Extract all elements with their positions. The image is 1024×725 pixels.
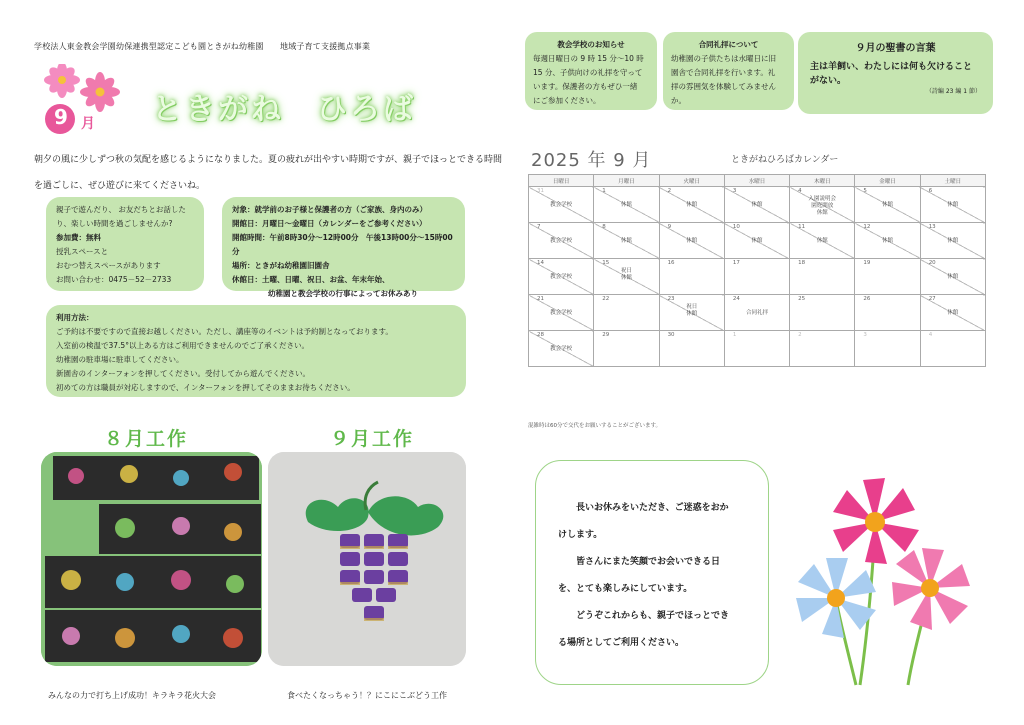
month-number: 9 [54,105,68,129]
notice-line: にご参加ください。 [533,96,601,105]
notice-line: 15 分、子供向けの礼拝を守って [533,68,643,77]
church-school-notice [525,32,657,110]
calendar-subtitle: ときがねひろばカレンダー [731,155,839,165]
calendar-day: 5 休館 [855,187,920,223]
page-title: ときがね ひろば [152,92,416,127]
weekday-header: 土曜日 [920,175,985,187]
message-line: 長いお休みをいただき、ご迷惑をおか [576,503,729,513]
calendar-day: 26 [855,295,920,331]
welcome-line: おむつ替えスペースがあります [56,261,161,270]
calendar-day: 2 [790,331,855,367]
joint-worship-title: 合同礼拝について [698,40,759,49]
weekday-header: 日曜日 [529,175,594,187]
fireworks-craft-photo [41,452,262,666]
fireworks-artwork-icon [41,452,262,666]
notice-line: か。 [671,96,686,105]
open-hours-text: 開館時間：午前8時30分～12時00分 午後13時00分～15時00分 [232,233,453,256]
grape-artwork-icon [268,452,466,666]
calendar-day: 12 休館 [855,223,920,259]
usage-line: ご予約は不要ですので直接お越しください。ただし、講座等のイベントは予約制となっております。 [56,327,393,336]
calendar-day: 3 [855,331,920,367]
calendar-day: 25 [790,295,855,331]
welcome-line: り、楽しい時間を過ごしませんか? [56,219,173,228]
calendar-day: 23 祝日 休館 [659,295,724,331]
usage-line: 初めての方は職員が対応しますので、インターフォンを押してそのままお待ちください。 [56,383,355,392]
bible-verse-reference: （詩編 23 編 1 節） [925,88,981,95]
calendar-day: 24 合同礼拝 [724,295,789,331]
august-craft-title: ８月工作 [104,428,189,450]
calendar-day: 20 休館 [920,259,985,295]
calendar-day: 9 休館 [659,223,724,259]
grape-craft-photo [268,452,466,666]
calendar-day: 3 休館 [724,187,789,223]
september-craft-title: ９月工作 [330,428,415,450]
intro-line-1: 朝夕の風に少しずつ秋の気配を感じるようになりました。夏の疲れが出やすい時期ですが、親子でほっとできる時間 [34,155,503,165]
calendar-title: 2025 年 9 月 [531,150,652,171]
calendar-day: 28 教会学校 [529,331,594,367]
intro-line-2: を過ごしに、ぜひ遊びに来てくださいね。 [34,181,206,191]
message-line: けします。 [558,530,603,540]
month-unit: 月 [81,116,95,132]
bible-verse-text: 主は羊飼い、わたしには何も欠けること [810,62,973,72]
calendar-day: 22 [594,295,659,331]
message-line: を、とても楽しみにしています。 [558,584,693,594]
calendar-day: 7 教会学校 [529,223,594,259]
calendar-day: 4 [920,331,985,367]
weekday-header: 月曜日 [594,175,659,187]
closed-days-text-2: 幼稚園と教会学校の行事によってお休みあり [268,289,418,298]
place-text: 場所：ときがね幼稚園旧園舎 [232,261,330,270]
info-box-details [222,197,465,298]
weekday-header: 水曜日 [724,175,789,187]
calendar-day: 1 休館 [594,187,659,223]
september-craft-caption: 食べたくなっちゃう！？にこにこぶどう工作 [287,691,447,700]
calendar-day: 16 [659,259,724,295]
calendar-note: 混雑時は60分で交代をお願いすることがございます。 [528,423,662,429]
august-craft-caption: みんなの力で打ち上げ成功！キラキラ花火大会 [48,691,216,700]
info-box-welcome [46,197,204,291]
calendar-day: 31 教会学校 [529,187,594,223]
usage-line: 新園舎のインターフォンを押してください。受付してから遊んでください。 [56,369,310,378]
welcome-line: 親子で遊んだり、 お友だちとお話した [56,205,186,214]
weekday-header: 木曜日 [790,175,855,187]
month-badge [44,64,154,138]
message-line: 皆さんにまた笑顔でお会いできる日 [576,557,721,567]
closed-days-text: 休館日：土曜、日曜、祝日、お盆、年末年始、 [232,275,390,284]
calendar-day: 30 [659,331,724,367]
bible-verse-title: ９月の聖書の言葉 [855,43,936,54]
notice-line: 園舎で合同礼拝を行います。礼 [671,68,776,77]
organization-header: 学校法人東金教会学園幼保連携型認定こども園ときがね幼稚園 地域子育て支援拠点事業 [34,42,371,51]
calendar-day: 10 休館 [724,223,789,259]
notice-line: います。保護者の方もぜひ一緒 [533,82,638,91]
usage-line: 幼稚園の駐車場に駐車してください。 [56,355,184,364]
church-school-title: 教会学校のお知らせ [557,40,625,49]
message-line: どうぞこれからも、親子でほっとでき [576,611,730,621]
usage-line: 入室前の検温で37.5°以上ある方はご利用できませんのでご了承ください。 [56,341,309,350]
cosmos-illustration [780,470,990,690]
calendar-day: 2 休館 [659,187,724,223]
calendar-day: 17 [724,259,789,295]
cosmos-flower-icon [780,470,990,690]
notice-line: 拝の雰囲気を体験してみません [671,82,776,91]
usage-box [46,305,466,397]
open-days-text: 開館日：月曜日～金曜日（カレンダーをご参考ください） [232,219,427,228]
calendar-day: 27 休館 [920,295,985,331]
calendar-table [528,174,986,367]
notice-line: 幼稚園の子供たちは水曜日に旧 [671,54,776,63]
calendar-day: 29 [594,331,659,367]
message-box [535,460,769,685]
welcome-line: 授乳スペースと [56,247,109,256]
usage-title: 利用方法： [56,313,94,322]
fee-text: 参加費：無料 [56,233,101,242]
bible-verse-text-2: がない。 [810,76,847,86]
calendar-day: 18 [790,259,855,295]
contact-text: お問い合わせ：0475－52－2733 [56,275,172,284]
calendar-day: 1 [724,331,789,367]
notice-line: 毎週日曜日の 9 時 15 分～10 時 [533,54,644,63]
calendar-day: 4 入園説明会 園庭開放 休館 [790,187,855,223]
weekday-header: 火曜日 [659,175,724,187]
bible-verse-box [798,32,993,114]
calendar-day: 6 休館 [920,187,985,223]
calendar-day: 11 休館 [790,223,855,259]
calendar-day: 13 休館 [920,223,985,259]
calendar-day: 19 [855,259,920,295]
joint-worship-notice [663,32,794,110]
weekday-header: 金曜日 [855,175,920,187]
target-text: 対象：就学前のお子様と保護者の方（ご家族、身内のみ） [232,205,427,214]
message-line: る場所としてご利用ください。 [558,638,685,648]
calendar-day: 15 祝日 休館 [594,259,659,295]
calendar-day: 8 休館 [594,223,659,259]
calendar-day: 14 教会学校 [529,259,594,295]
calendar-day: 21 教会学校 [529,295,594,331]
